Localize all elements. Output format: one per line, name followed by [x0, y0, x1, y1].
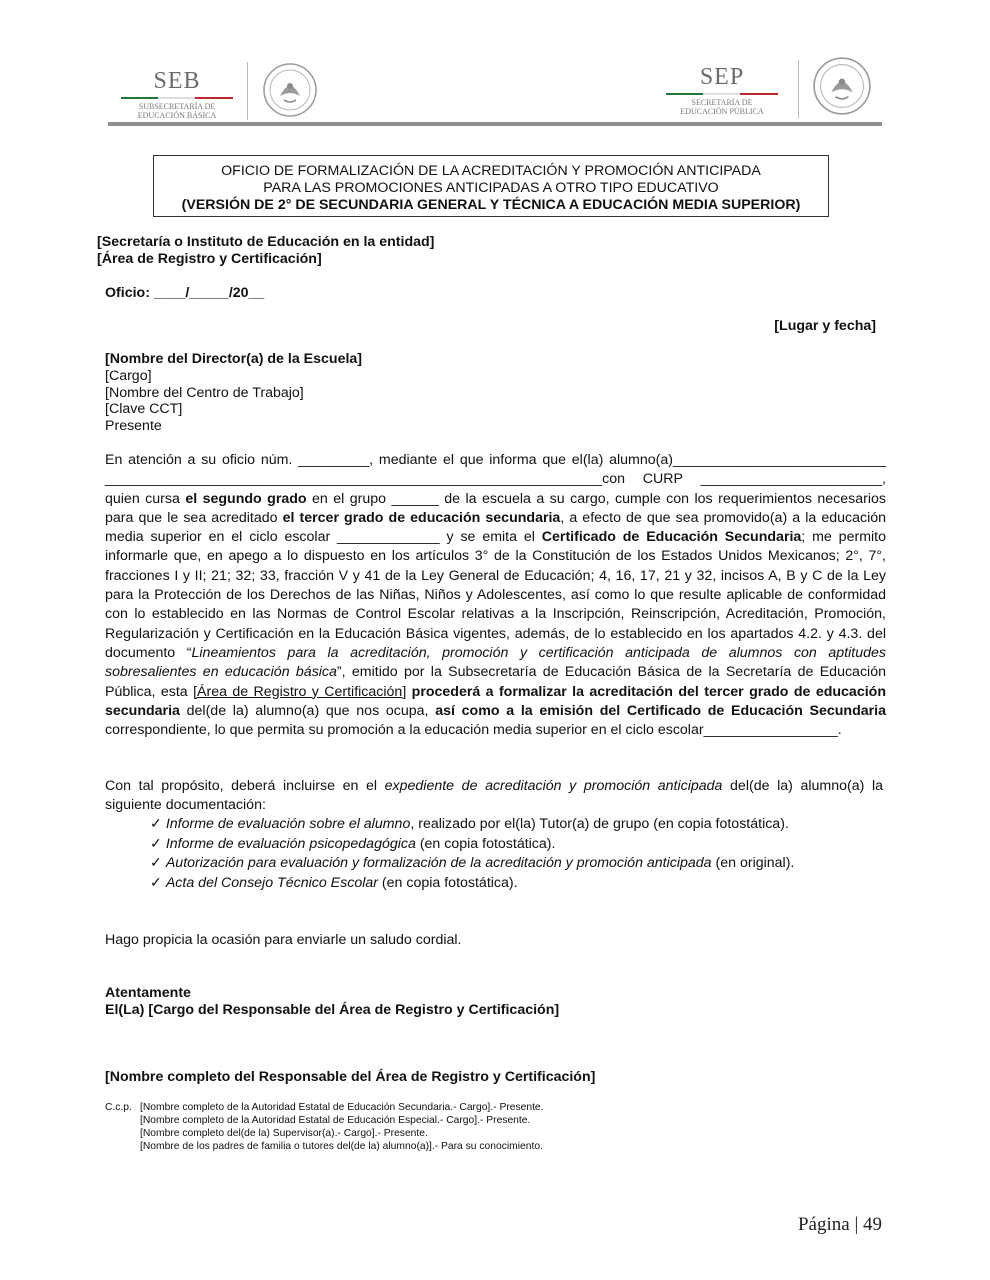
body-paragraph-2 [105, 777, 883, 816]
paragraph-text: ”, emitido por la Subsecretaría de Educación Básica de la Secretaría de Educación Pública, esta [105, 664, 886, 700]
checklist-item-note: (en copia fotostática). [415, 835, 556, 852]
seb-logo [112, 68, 242, 120]
paragraph-text: del(de la) alumno(a) que nos ocupa, [179, 702, 436, 719]
sep-logo-subline-1: SECRETARÍA DE [691, 98, 753, 107]
paragraph-italic: expediente de acreditación y promoción anticipada [384, 778, 723, 794]
coat-of-arms-seal-icon [812, 56, 868, 112]
document-checklist [150, 815, 850, 893]
recipient-cct: [Clave CCT] [105, 401, 183, 418]
sep-logo-subline-2: EDUCACIÓN PÚBLICA [680, 107, 764, 116]
check-icon: ✓ [150, 816, 162, 832]
checklist-item [150, 835, 850, 855]
paragraph-bold: así como a la emisión del Certificado de Educación Secundaria [435, 702, 886, 719]
recipient-position: [Cargo] [105, 367, 152, 384]
signature-atentamente: Atentamente [105, 985, 191, 1001]
paragraph-text: En atención a su oficio núm. _________, mediante el que informa que el(la) alumno(a)___________________________ _______________________________________________________________con CURP _______________________, quien cursa [105, 452, 886, 507]
title-line-2: PARA LAS PROMOCIONES ANTICIPADAS A OTRO TIPO EDUCATIVO [263, 180, 719, 196]
closing-greeting: Hago propicia la ocasión para enviarle un saludo cordial. [105, 932, 462, 948]
title-line-1: OFICIO DE FORMALIZACIÓN DE LA ACREDITACIÓN Y PROMOCIÓN ANTICIPADA [221, 163, 761, 179]
seb-logo-word: SEB [153, 68, 201, 94]
paragraph-text: en el grupo ______ de la escuela a su cargo, cumple con los requerimientos necesarios para que le sea acreditado [105, 490, 886, 526]
oficio-number: Oficio: ____/_____/20__ [105, 285, 265, 301]
flag-stripe [121, 97, 233, 99]
header-divider-right [798, 60, 799, 118]
checklist-item-title: Autorización para evaluación y formalización de la acreditación y promoción anticipada [165, 855, 712, 871]
header-rule [108, 122, 882, 126]
ccp-line: [Nombre completo del(de la) Supervisor(a).- Cargo].- Presente. [140, 1128, 428, 1139]
paragraph-bold: el tercer grado de educación secundaria [282, 509, 561, 526]
header-divider-left [247, 62, 248, 120]
checklist-item-title: Acta del Consejo Técnico Escolar [165, 874, 378, 891]
paragraph-text: correspondiente, lo que permita su promoción a la educación media superior en el ciclo escolar_________________. [105, 722, 842, 739]
paragraph-text: , a efecto de que sea promovido(a) a la educación media superior en el ciclo escolar _____________ y se emita el [105, 509, 887, 546]
check-icon: ✓ [150, 835, 162, 852]
paragraph-bold: Certificado de Educación Secundaria [541, 529, 802, 546]
seb-logo-subline-1: SUBSECRETARÍA DE [138, 102, 216, 111]
check-icon: ✓ [150, 874, 162, 891]
paragraph-text: ; me permito informarle que, en apego a lo dispuesto en los artículos 3° de la Constitución de los Estados Unidos Mexicanos; 2°, 7°, fracciones I y II; 21; 32; 33, fracción V y 41 de la Ley General de Educación; 4, 16, 17, 21 y 32, incisos A, B y C de la Ley para la Protección de los Derechos de las Niñas, Niños y Adolescentes, así como lo que resulte aplicable de conformidad con lo establecido en las Normas de Control Escolar relativas a la Inscripción, Reinscripción, Acreditación, Promoción, Regularización y Certificación en la Educación Básica vigentes, además, de lo establecido en los apartados 4.2. y 4.3. del documento “ [105, 529, 886, 661]
checklist-item [150, 854, 850, 874]
sep-logo-word: SEP [699, 64, 745, 90]
recipient-presente: Presente [105, 418, 162, 435]
paragraph-text: del(de la) alumno(a) la siguiente documentación: [105, 778, 883, 814]
page-number: Página | 49 [797, 1214, 882, 1235]
place-and-date: [Lugar y fecha] [774, 318, 876, 334]
signature-cargo: El(La) [Cargo del Responsable del Área de Registro y Certificación] [105, 1002, 560, 1018]
ccp-line: [Nombre completo de la Autoridad Estatal de Educación Secundaria.- Cargo].- Presente. [140, 1102, 544, 1113]
signature-nombre: [Nombre completo del Responsable del Área de Registro y Certificación] [105, 1069, 596, 1085]
recipient-workplace: [Nombre del Centro de Trabajo] [105, 384, 304, 401]
checklist-item-title: Informe de evaluación psicopedagógica [165, 835, 416, 852]
body-paragraph-1 [105, 451, 886, 740]
paragraph-underlined: [Área de Registro y Certificación] [193, 683, 407, 700]
document-title-box [153, 155, 829, 217]
paragraph-italic: Lineamientos para la acreditación, promoción y certificación anticipada de alumnos con aptitudes sobresalientes en educación básica [105, 644, 886, 681]
paragraph-bold: el segundo grado [185, 490, 307, 507]
title-line-3: (VERSIÓN DE 2° DE SECUNDARIA GENERAL Y TÉCNICA A EDUCACIÓN MEDIA SUPERIOR) [181, 197, 801, 213]
sender-area: [Área de Registro y Certificación] [97, 251, 322, 267]
checklist-item [150, 815, 850, 835]
ccp-line: [Nombre de los padres de familia o tutores del(de la) alumno(a)].- Para su conocimiento. [140, 1141, 543, 1152]
check-icon: ✓ [150, 855, 162, 871]
ccp-list [140, 1101, 700, 1153]
seb-logo-subline-2: EDUCACIÓN BÁSICA [137, 111, 217, 120]
checklist-item [150, 874, 850, 894]
sender-institution: [Secretaría o Instituto de Educación en la entidad] [97, 234, 435, 250]
flag-stripe [666, 93, 778, 95]
recipient-block [105, 351, 362, 435]
ccp-label: C.c.p. [105, 1102, 132, 1113]
checklist-item-note: (en copia fotostática). [377, 874, 518, 891]
recipient-name: [Nombre del Director(a) de la Escuela] [105, 351, 363, 367]
paragraph-bold: procederá a formalizar la acreditación del tercer grado de educación secundaria [105, 683, 886, 719]
checklist-item-note: (en original). [711, 855, 795, 871]
sep-logo [660, 64, 784, 120]
checklist-item-note: , realizado por el(la) Tutor(a) de grupo (en copia fotostática). [410, 816, 789, 832]
paragraph-text: Con tal propósito, deberá incluirse en el [105, 778, 385, 794]
coat-of-arms-seal-icon [262, 62, 318, 118]
checklist-item-title: Informe de evaluación sobre el alumno [165, 816, 411, 832]
ccp-line: [Nombre completo de la Autoridad Estatal de Educación Especial.- Cargo].- Presente. [140, 1115, 531, 1126]
